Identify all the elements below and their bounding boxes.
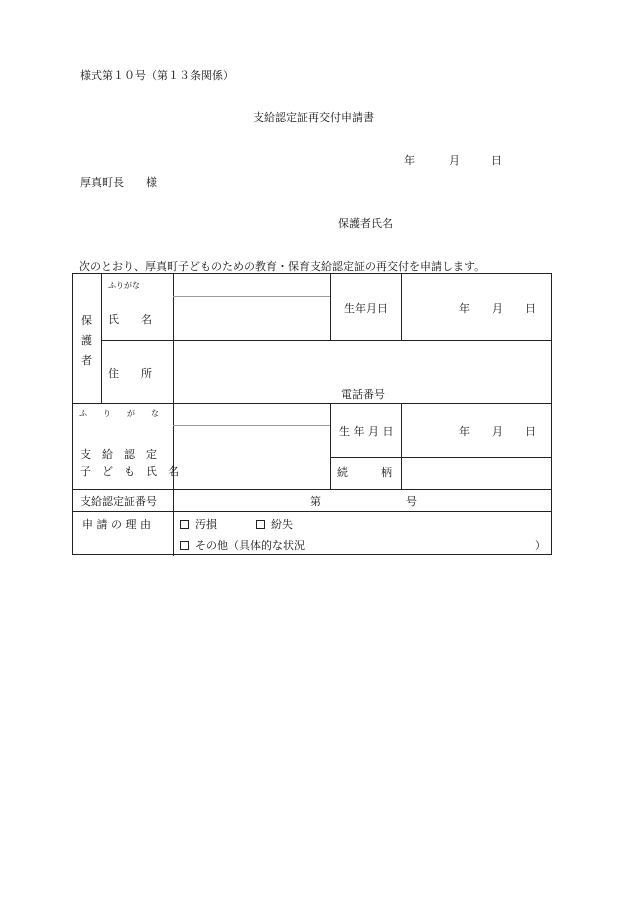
- child-birth-label: 生 年 月 日: [339, 425, 394, 438]
- child-relation-label: 続 柄: [337, 466, 392, 479]
- date-year-label: 年: [404, 154, 415, 167]
- guardian-address-label: 住 所: [108, 367, 152, 380]
- reason-option-lost[interactable]: [256, 516, 293, 532]
- child-furigana-label: ふ り が な: [79, 409, 159, 418]
- divider: [73, 489, 552, 490]
- child-birth-day: 日: [525, 425, 536, 438]
- divider: [330, 403, 331, 489]
- document-title: 支給認定証再交付申請書: [253, 111, 374, 124]
- applicant-name-label: 保護者氏名: [338, 217, 393, 230]
- guardian-section-label-3: 者: [81, 354, 92, 367]
- guardian-birth-day: 日: [525, 302, 536, 315]
- reason-option-lost-label: 紛失: [271, 518, 293, 531]
- divider: [401, 274, 402, 340]
- divider: [330, 274, 331, 340]
- guardian-birth-year: 年: [459, 302, 470, 315]
- form-number: 様式第１０号（第１３条関係）: [80, 69, 234, 82]
- divider: [401, 403, 402, 489]
- reason-label: 申 請 の 理 由: [82, 518, 151, 531]
- cert-number-label: 支給認定証番号: [80, 495, 157, 508]
- divider: [173, 296, 330, 297]
- guardian-birth-label: 生年月日: [344, 302, 388, 315]
- reason-option-other[interactable]: [180, 537, 305, 553]
- guardian-furigana-label: ふりがな: [108, 281, 140, 290]
- child-name-label-line1: 支 給 認 定: [80, 448, 157, 461]
- guardian-phone-label: 電話番号: [341, 388, 385, 401]
- checkbox-icon[interactable]: [256, 520, 265, 529]
- intro-text: 次のとおり、厚真町子どものための教育・保育支給認定証の再交付を申請します。: [79, 260, 486, 273]
- divider: [101, 274, 102, 403]
- divider: [101, 340, 552, 341]
- guardian-name-label: 氏 名: [108, 313, 152, 326]
- reason-option-damaged-label: 汚損: [195, 518, 217, 531]
- checkbox-icon[interactable]: [180, 520, 189, 529]
- addressee: 厚真町長 様: [80, 176, 157, 189]
- divider: [173, 425, 330, 426]
- date-day-label: 日: [491, 154, 502, 167]
- reason-other-close-paren: ）: [535, 539, 546, 552]
- child-birth-month: 月: [492, 425, 503, 438]
- child-birth-year: 年: [459, 425, 470, 438]
- application-form-table: [72, 273, 552, 555]
- cert-number-suffix: 号: [406, 495, 417, 508]
- date-month-label: 月: [449, 154, 460, 167]
- child-name-label-line2: 子 ど も 氏 名: [80, 465, 179, 478]
- checkbox-icon[interactable]: [180, 541, 189, 550]
- guardian-birth-month: 月: [492, 302, 503, 315]
- reason-option-damaged[interactable]: [180, 516, 217, 532]
- divider: [173, 274, 174, 556]
- divider: [73, 511, 552, 512]
- divider: [330, 457, 552, 458]
- divider: [73, 403, 552, 404]
- cert-number-prefix: 第: [310, 495, 321, 508]
- guardian-section-label-2: 護: [81, 334, 92, 347]
- guardian-section-label-1: 保: [81, 314, 92, 327]
- reason-option-other-label: その他（具体的な状況: [195, 539, 305, 552]
